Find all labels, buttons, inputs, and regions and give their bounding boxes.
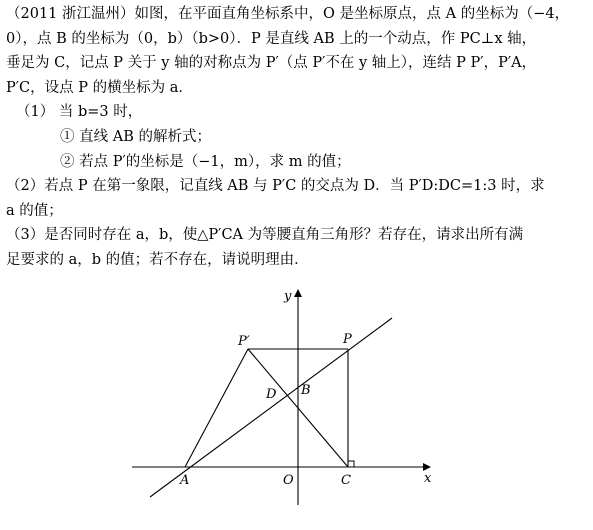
- part-2-line-1: （2）若点 P 在第一象限，记直线 AB 与 P′C 的交点为 D．当 P′D:DC=1:3 时，求: [6, 178, 545, 195]
- label-c: C: [341, 473, 351, 488]
- label-o: O: [283, 473, 294, 488]
- label-a: A: [180, 473, 190, 488]
- part-3-line-2: 足要求的 a，b 的值；若不存在，请说明理由．: [6, 251, 309, 268]
- problem-line-4: P′C，设点 P 的横坐标为 a．: [6, 79, 193, 96]
- label-b: B: [301, 383, 311, 398]
- right-angle-mark: [348, 461, 354, 467]
- label-d: D: [266, 387, 277, 402]
- label-x-axis: x: [424, 471, 432, 486]
- label-y-axis: y: [284, 289, 292, 304]
- part-1-question-2: ② 若点 P′的坐标是（−1，m），求 m 的值；: [60, 153, 351, 170]
- part-1-question-1: ① 直线 AB 的解析式；: [60, 128, 211, 145]
- problem-line-3: 垂足为 C，记点 P 关于 y 轴的对称点为 P′（点 P′不在 y 轴上），连结 P P′，P′A，: [6, 55, 537, 72]
- part-2-line-2: a 的值；: [6, 202, 63, 219]
- problem-line-1: （2011 浙江温州）如图，在平面直角坐标系中，O 是坐标原点，点 A 的坐标为（−4，: [6, 6, 570, 22]
- problem-line-2: 0），点 B 的坐标为（0，b）（b>0）．P 是直线 AB 上的一个动点，作 PC⊥x 轴，: [6, 30, 537, 47]
- label-p-prime: P′: [238, 334, 250, 349]
- segment-p-prime-a: [185, 349, 248, 467]
- label-p: P: [343, 332, 352, 347]
- part-1-heading: （1） 当 b=3 时，: [16, 104, 143, 121]
- part-3-line-1: （3）是否同时存在 a，b，使△P′CA 为等腰直角三角形？若存在，请求出所有满: [6, 227, 524, 244]
- line-ab: [150, 318, 392, 497]
